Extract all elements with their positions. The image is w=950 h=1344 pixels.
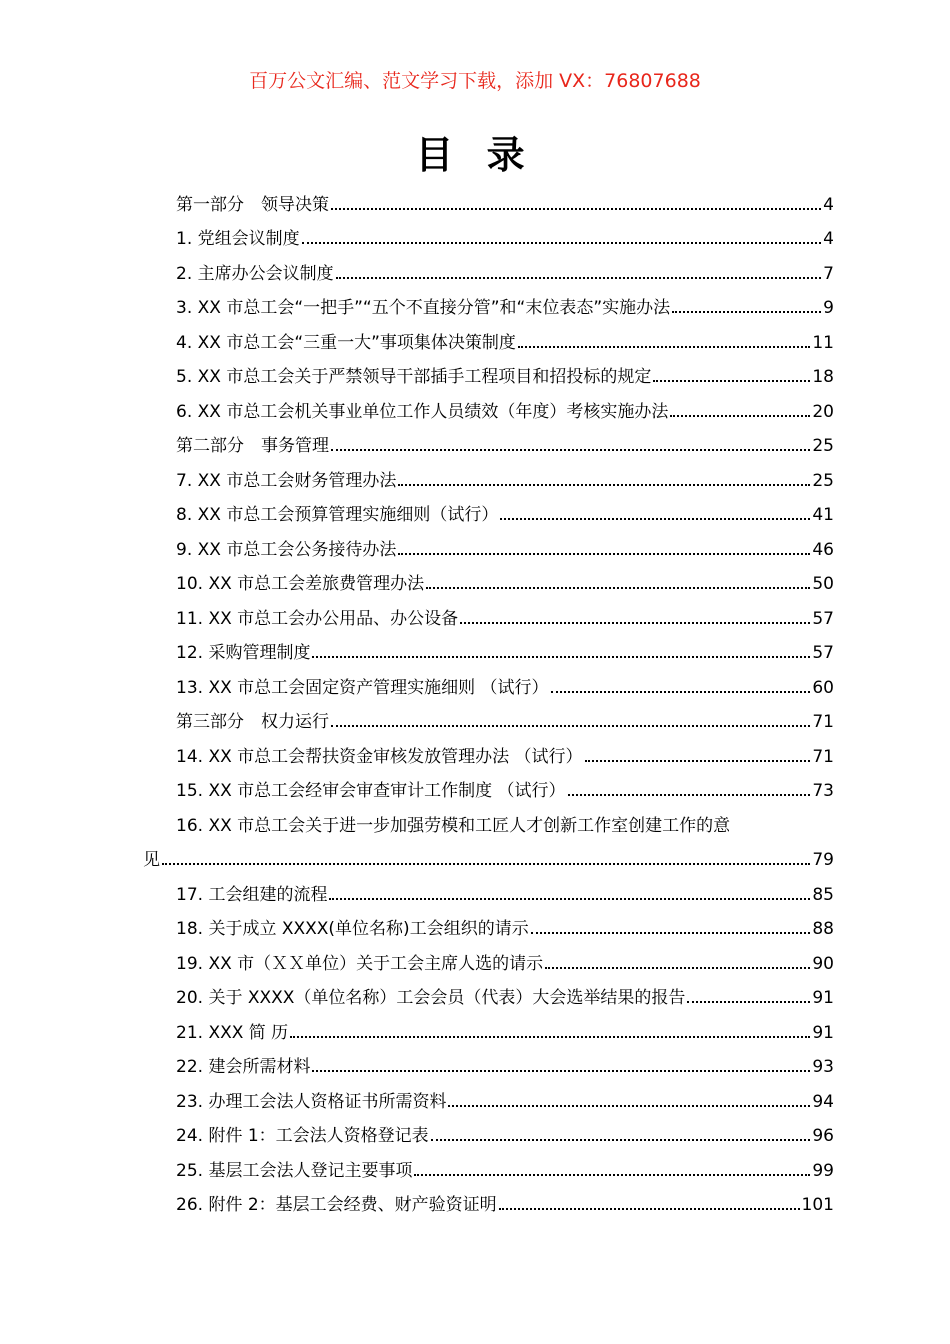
toc-entry-title: 16. XX 市总工会关于进一步加强劳模和工匠人才创新工作室创建工作的意 (176, 815, 731, 836)
dot-leader (653, 379, 810, 382)
header-notice: 百万公文汇编、范文学习下载，添加 VX：76807688 (249, 70, 701, 92)
toc-entry-page: 18 (812, 367, 834, 387)
toc-entry-page: 71 (812, 746, 834, 767)
toc-entry-title: 24. 附件 1：工会法人资格登记表 (176, 1126, 429, 1146)
toc-entry-page: 101 (801, 1195, 834, 1215)
toc-entry-page: 85 (812, 884, 834, 905)
dot-leader (585, 759, 811, 762)
toc-entry-title: 19. XX 市（ＸＸ单位）关于工会主席人选的请示 (176, 953, 544, 974)
toc-entry-page: 20 (812, 401, 834, 422)
toc-entry[interactable] (176, 387, 834, 422)
toc-entry-title: 18. 关于成立 XXXX(单位名称)工会组织的请示 (176, 919, 529, 939)
page-title: 目 录 (415, 133, 535, 177)
dot-leader (687, 1000, 810, 1003)
toc-entry[interactable] (176, 249, 834, 284)
toc-entry[interactable] (176, 1146, 834, 1181)
toc-entry-title: 6. XX 市总工会机关事业单位工作人员绩效（年度）考核实施办法 (176, 401, 669, 422)
toc-entry-page: 91 (812, 988, 834, 1008)
dot-leader (398, 483, 810, 486)
table-of-contents (143, 180, 834, 1215)
toc-entry-title: 9. XX 市总工会公务接待办法 (176, 539, 397, 560)
toc-entry[interactable] (176, 1077, 834, 1112)
dot-leader (431, 1138, 811, 1141)
toc-entry[interactable] (176, 698, 834, 733)
toc-entry-page: 73 (812, 781, 834, 801)
toc-entry-title: 第一部分 领导决策 (176, 194, 329, 215)
dot-leader (460, 621, 810, 624)
dot-leader (551, 690, 811, 693)
toc-entry-title: 4. XX 市总工会“三重一大”事项集体决策制度 (176, 332, 516, 353)
toc-entry-title: 第三部分 权力运行 (176, 712, 329, 732)
toc-entry-page: 57 (812, 643, 834, 663)
dot-leader (499, 1207, 800, 1210)
toc-entry[interactable] (176, 767, 834, 802)
dot-leader (329, 897, 810, 900)
toc-entry-title: 8. XX 市总工会预算管理实施细则（试行） (176, 505, 499, 525)
toc-entry-title: 11. XX 市总工会办公用品、办公设备 (176, 608, 459, 629)
dot-leader (336, 276, 822, 279)
toc-entry-title: 17. 工会组建的流程 (176, 884, 328, 905)
toc-entry-page: 41 (812, 505, 834, 525)
toc-entry-title: 14. XX 市总工会帮扶资金审核发放管理办法 （试行） (176, 746, 583, 767)
dot-leader (518, 345, 810, 348)
dot-leader (670, 414, 810, 417)
toc-entry-title-continued: 见 (143, 850, 160, 870)
dot-leader (290, 1035, 810, 1038)
dot-leader (426, 586, 810, 589)
toc-entry-page: 96 (812, 1126, 834, 1146)
toc-entry[interactable] (176, 1008, 834, 1043)
toc-entry-title: 23. 办理工会法人资格证书所需资料 (176, 1091, 447, 1112)
toc-entry-page: 50 (812, 574, 834, 594)
toc-entry-page: 79 (812, 850, 834, 870)
toc-entry-page: 94 (812, 1091, 834, 1112)
toc-entry-page: 4 (823, 229, 834, 249)
dot-leader (162, 862, 810, 865)
toc-entry[interactable] (176, 939, 834, 974)
toc-entry-title: 3. XX 市总工会“一把手”“五个不直接分管”和“末位表态”实施办法 (176, 298, 671, 318)
toc-entry[interactable] (176, 560, 834, 595)
toc-entry[interactable] (176, 525, 834, 560)
toc-entry-page: 93 (812, 1057, 834, 1077)
toc-entry-title: 22. 建会所需材料 (176, 1057, 311, 1077)
toc-entry[interactable] (176, 1112, 834, 1147)
dot-leader (398, 552, 810, 555)
toc-entry-title: 5. XX 市总工会关于严禁领导干部插手工程项目和招投标的规定 (176, 367, 652, 387)
toc-entry-page: 25 (812, 470, 834, 491)
toc-entry-page: 90 (812, 953, 834, 974)
toc-entry[interactable] (176, 491, 834, 526)
toc-entry[interactable] (176, 974, 834, 1009)
toc-entry-title: 20. 关于 XXXX（单位名称）工会会员（代表）大会选举结果的报告 (176, 988, 686, 1008)
toc-entry[interactable] (176, 422, 834, 457)
toc-entry-title: 21. XXX 简 历 (176, 1022, 289, 1043)
dot-leader (302, 241, 822, 244)
dot-leader (331, 724, 810, 727)
toc-entry[interactable] (176, 870, 834, 905)
toc-entry-page: 7 (823, 263, 834, 284)
toc-entry-title: 13. XX 市总工会固定资产管理实施细则 （试行） (176, 677, 549, 698)
toc-entry-page: 25 (812, 436, 834, 456)
toc-entry-page: 60 (812, 677, 834, 698)
toc-entry-page: 57 (812, 608, 834, 629)
toc-entry[interactable] (176, 1043, 834, 1078)
dot-leader (331, 207, 821, 210)
toc-entry-page: 4 (823, 194, 834, 215)
toc-entry[interactable] (176, 629, 834, 664)
toc-entry-page: 88 (812, 919, 834, 939)
dot-leader (448, 1104, 810, 1107)
dot-leader (312, 1069, 810, 1072)
toc-entry[interactable] (176, 353, 834, 388)
toc-entry[interactable] (176, 180, 834, 215)
toc-entry-title: 10. XX 市总工会差旅费管理办法 (176, 574, 425, 594)
toc-entry-page: 11 (812, 332, 834, 353)
toc-entry-page: 46 (812, 539, 834, 560)
toc-entry-page: 9 (823, 298, 834, 318)
toc-entry-page: 91 (812, 1022, 834, 1043)
toc-entry[interactable] (176, 594, 834, 629)
toc-entry-page: 71 (812, 712, 834, 732)
toc-entry-title: 25. 基层工会法人登记主要事项 (176, 1160, 413, 1181)
toc-entry[interactable] (143, 801, 834, 870)
dot-leader (331, 448, 810, 451)
dot-leader (568, 793, 811, 796)
toc-entry-title: 1. 党组会议制度 (176, 229, 300, 249)
toc-entry-title: 2. 主席办公会议制度 (176, 263, 334, 284)
toc-entry[interactable] (176, 318, 834, 353)
toc-entry-title: 第二部分 事务管理 (176, 436, 329, 456)
toc-entry[interactable] (176, 1181, 834, 1216)
dot-leader (545, 966, 810, 969)
toc-entry-page: 99 (812, 1160, 834, 1181)
dot-leader (312, 655, 810, 658)
toc-entry[interactable] (176, 663, 834, 698)
toc-entry-title: 12. 采购管理制度 (176, 643, 311, 663)
toc-entry-title: 15. XX 市总工会经审会审查审计工作制度 （试行） (176, 781, 566, 801)
toc-entry[interactable] (176, 215, 834, 250)
dot-leader (414, 1173, 810, 1176)
toc-entry[interactable] (176, 456, 834, 491)
toc-entry[interactable] (176, 284, 834, 319)
dot-leader (531, 931, 811, 934)
toc-entry[interactable] (176, 905, 834, 940)
toc-entry-title: 26. 附件 2：基层工会经费、财产验资证明 (176, 1195, 497, 1215)
toc-entry[interactable] (176, 732, 834, 767)
dot-leader (500, 517, 810, 520)
toc-entry-title: 7. XX 市总工会财务管理办法 (176, 470, 397, 491)
dot-leader (672, 310, 821, 313)
